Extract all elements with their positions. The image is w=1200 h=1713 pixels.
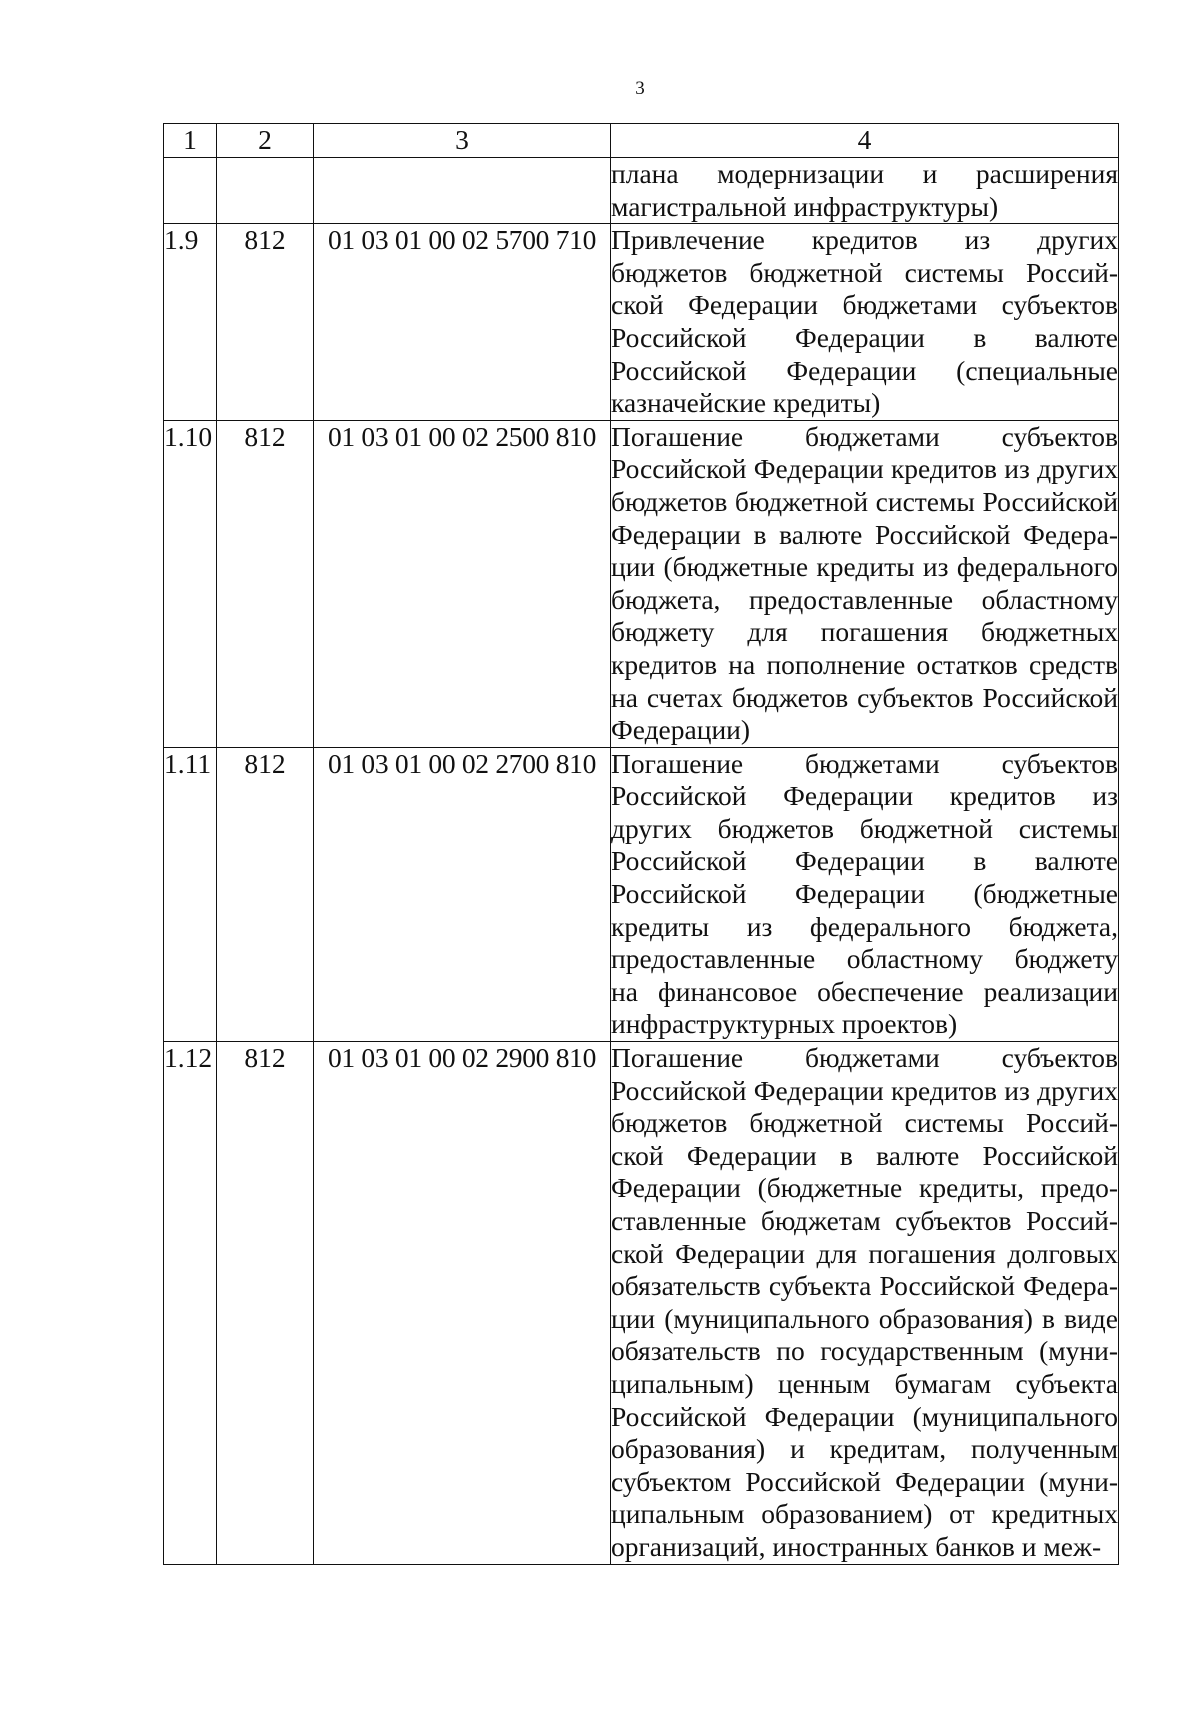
description-line: магистральной инфраструктуры): [611, 190, 999, 222]
table-header-row: [164, 124, 1119, 158]
table-row: [164, 747, 1119, 1041]
description-line: Российской Федерации (бюджетные: [611, 878, 1118, 910]
description-line: Российской Федерации (специальные: [611, 354, 1118, 386]
admin-code-cell: 812: [217, 747, 314, 1041]
description-line: бюджета, предоставленные областному: [611, 583, 1118, 615]
description-line: бюджетов бюджетной системы Россий-: [611, 1107, 1118, 1139]
description-line: Российской Федерации кредитов из: [611, 780, 1118, 812]
row-number-cell: 1.10: [164, 420, 217, 747]
column-header: 2: [217, 124, 314, 158]
description-cell: [611, 420, 1119, 747]
row-number-cell: 1.9: [164, 224, 217, 421]
description-line: ставленные бюджетам субъектов Россий-: [611, 1205, 1118, 1236]
description-cell: [611, 1042, 1119, 1565]
description-line: организаций, иностранных банков и меж-: [611, 1530, 1102, 1562]
column-header: 4: [611, 124, 1119, 158]
description-line: ции (муниципального образования) в виде: [611, 1302, 1118, 1334]
description-line: субъектом Российской Федерации (муни-: [611, 1465, 1118, 1497]
description-line: Российской Федерации в валюте: [611, 845, 1118, 877]
description-line: ции (бюджетные кредиты из федерального: [611, 551, 1118, 583]
description-line: на счетах бюджетов субъектов Российской: [611, 681, 1118, 713]
row-number-cell: 1.12: [164, 1042, 217, 1565]
description-line: бюджету для погашения бюджетных: [611, 616, 1118, 648]
description-line: плана модернизации и расширения: [611, 158, 1118, 189]
budget-sources-table: [163, 123, 1119, 1565]
description-line: ципальным образованием) от кредитных: [611, 1498, 1118, 1530]
table-row: [164, 224, 1119, 421]
description-line: Привлечение кредитов из других: [611, 224, 1118, 256]
page-number: 3: [635, 78, 645, 99]
admin-code-cell: [217, 158, 314, 224]
description-line: ской Федерации для погашения долговых: [611, 1237, 1118, 1269]
description-line: бюджетов бюджетной системы Россий-: [611, 256, 1118, 288]
description-line: Российской Федерации (муниципального: [611, 1400, 1118, 1432]
description-line: обязательств субъекта Российской Федера-: [611, 1270, 1118, 1302]
description-line: Федерации (бюджетные кредиты, предо-: [611, 1172, 1118, 1204]
row-number-cell: 1.11: [164, 747, 217, 1041]
description-line: ской Федерации в валюте Российской: [611, 1139, 1118, 1171]
table-row: [164, 1042, 1119, 1565]
row-number-cell: [164, 158, 217, 224]
description-line: инфраструктурных проектов): [611, 1008, 958, 1040]
description-line: обязательств по государственным (муни-: [611, 1335, 1118, 1367]
description-line: кредиты из федерального бюджета,: [611, 910, 1118, 942]
description-line: Российской Федерации кредитов из других: [611, 1074, 1118, 1106]
admin-code-cell: 812: [217, 224, 314, 421]
description-line: ципальным) ценным бумагам субъекта: [611, 1367, 1118, 1399]
description-line: предоставленные областному бюджету: [611, 943, 1118, 975]
description-line: Федерации): [611, 714, 751, 746]
budget-classification-code-cell: 01 03 01 00 02 2500 810: [314, 420, 611, 747]
column-header: 1: [164, 124, 217, 158]
table-row: [164, 158, 1119, 224]
description-line: кредитов на пополнение остатков средств: [611, 648, 1118, 680]
description-line: бюджетов бюджетной системы Российской: [611, 485, 1118, 517]
description-line: Погашение бюджетами субъектов: [611, 1042, 1118, 1074]
column-header: 3: [314, 124, 611, 158]
budget-classification-code-cell: [314, 158, 611, 224]
table-row: [164, 420, 1119, 747]
description-line: Погашение бюджетами субъектов: [611, 420, 1118, 452]
description-line: образования) и кредитам, полученным: [611, 1433, 1118, 1465]
description-cell: [611, 224, 1119, 421]
description-cell: [611, 747, 1119, 1041]
description-line: Российской Федерации в валюте: [611, 321, 1118, 353]
admin-code-cell: 812: [217, 420, 314, 747]
budget-classification-code-cell: 01 03 01 00 02 2900 810: [314, 1042, 611, 1565]
budget-classification-code-cell: 01 03 01 00 02 5700 710: [314, 224, 611, 421]
description-line: других бюджетов бюджетной системы: [611, 812, 1118, 844]
description-line: Погашение бюджетами субъектов: [611, 747, 1118, 779]
admin-code-cell: 812: [217, 1042, 314, 1565]
description-line: казначейские кредиты): [611, 387, 881, 419]
description-cell: [611, 158, 1119, 224]
description-line: Федерации в валюте Российской Федера-: [611, 518, 1118, 550]
description-line: ской Федерации бюджетами субъектов: [611, 289, 1118, 321]
description-line: Российской Федерации кредитов из других: [611, 453, 1118, 485]
description-line: на финансовое обеспечение реализации: [611, 975, 1118, 1007]
budget-classification-code-cell: 01 03 01 00 02 2700 810: [314, 747, 611, 1041]
